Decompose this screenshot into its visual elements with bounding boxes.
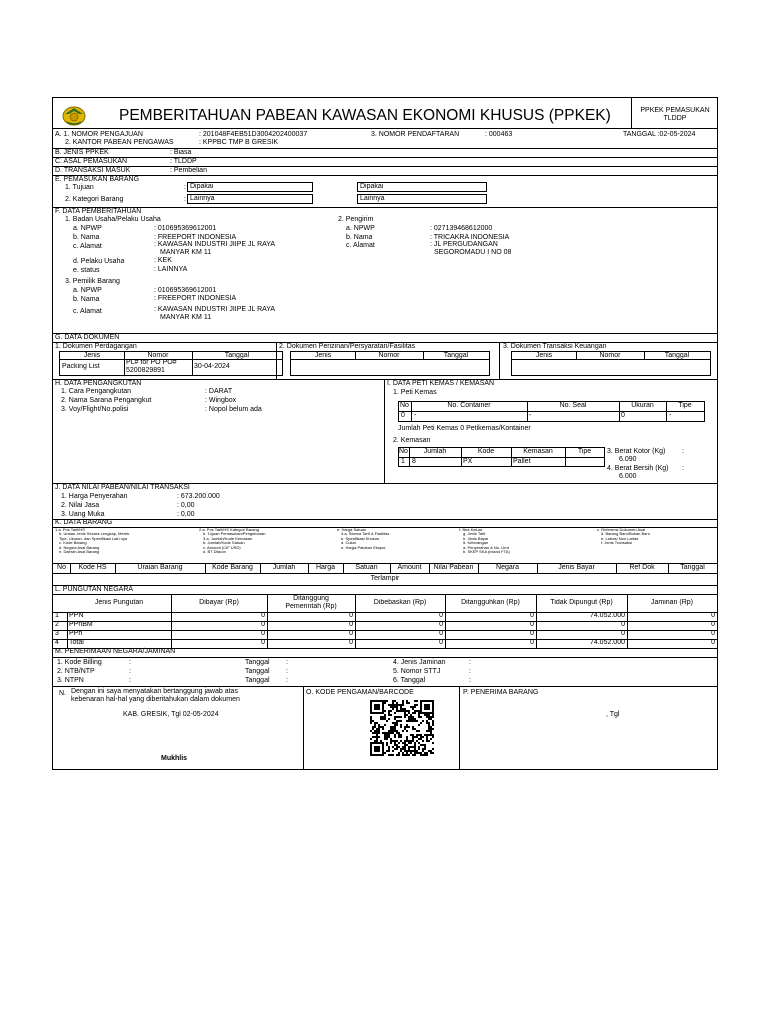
kategori-barang-label: 2. Kategori Barang: [65, 196, 124, 203]
cara-pengangkutan-label: 1. Cara Pengangkutan: [61, 388, 132, 395]
col-ukuran: Ukuran: [631, 402, 654, 409]
kantor-pabean-label: 2. KANTOR PABEAN PENGAWAS: [65, 139, 174, 146]
legend-item: f. Jenis Transaksi: [601, 540, 632, 546]
terlampir-text: Terlampir: [370, 575, 400, 582]
k-col-jumlah: Jumlah: [423, 448, 447, 455]
col-nomor-2: Nomor: [378, 352, 400, 359]
legend-col-2: [199, 528, 266, 554]
pemilik-barang-label: 3. Pemilik Barang: [65, 278, 120, 285]
legend-item: c. Referensi Dokumen Asal: [597, 527, 646, 532]
data-barang-col: Jumlah: [272, 564, 296, 571]
col-seal: No. Seal: [559, 402, 587, 409]
alamat-label: c. Alamat: [73, 243, 102, 250]
nomor-pengajuan-label: A. 1. NOMOR PENGAJUAN: [55, 131, 143, 138]
col-jenis-2: Jenis: [314, 352, 332, 359]
penerimaan-negara-label: M. PENERIMAAN NEGARA/JAMINAN: [55, 648, 176, 655]
dok-nomor-2: 5200829891: [126, 367, 165, 374]
tanggal-6-label: 6. Tanggal: [393, 677, 426, 684]
data-barang-col: Kode HS: [78, 564, 107, 571]
nomor-sttj-colon: :: [469, 668, 471, 675]
voy-value: : Nopol belum ada: [205, 406, 262, 413]
pemilik-alamat-label: c. Alamat: [73, 308, 102, 315]
ppkek-document: PEMBERITAHUAN PABEAN KAWASAN EKONOMI KHUSUS (PPKEK) PPKEK PEMASUKAN TLDDP A. 1. NOMOR PENGAJUAN : 201048F4EB51D3004202400037 2. KANTOR PABEAN PENGAWAS : KPPBC TMP B GRESIK 3. NOMOR PENDAFTARAN : 000463 TANGGAL :02-05-2024 B. JENIS PPKEK : Biasa C. ASAL PEMASUKAN : TLDDP D. TRANSAKSI MASUK : Pembelian E. PEMASUKAN BARANG 1. Tujuan : Dipakai Dipakai 2. Kategori Barang : Lainnya Lainnya F. DATA PEMBERITAHUAN 1. Badan Usaha/Pelaku Usaha a. NPWP : 010695369612001 b. Nama : FREEPORT INDONESIA c. Alamat : KAWASAN INDUSTRI JIIPE JL RAYA MANYAR KM 11 d. Pelaku Usaha : KEK e. status : LAINNYA 2. Pengirim a. NPWP : 027139468612000 b. Nama : TRICAKRA INDONESIA c. Alamat : JL PERGUDANGAN SEGOROMADU I NO 08 3. Pemilik Barang a. NPWP : 010695369612001 b. Nama : FREEPORT INDONESIA c. Alamat : KAWASAN INDUSTRI JIIPE JL RAYA MANYAR KM 11 G. DATA DOKUMEN 1. Dokumen Perdagangan 2. Dokumen Perizinan/Persyaratan/Fasilitas 3. Dokumen Transaksi Keuangan Jenis Nomor Tanggal Packing List PL# for PO PO# 5200829891 30-04-2024 Jenis Nomor Tanggal Jenis Nomor Tanggal H. DATA PENGANGKUTAN 1. Cara Pengangkutan : DARAT 2. Nama Sarana Pengangkut : Wingbox 3. Voy/Flight/No.polisi : Nopol belum ada I. DATA PETI KEMAS / KEMASAN 1. Peti Kemas No No. Container No. Seal Ukuran Tipe 0 - - 0 - Jumlah Peti Kemas 0 Petikemas/Kontainer 2. Kemasan No Jumlah Kode Kemasan Tipe 1 8 PX Pallet 3. Berat Kotor (Kg) : 6.090 4. Berat Bersih (Kg) : 6.000 J. DATA NILAI PABEAN/NILAI TRANSAKSI 1. Harga Penyerahan : 673.200.000 2. Nilai Jasa : 0,00 3. Uang Muka : 0,00 K. DATA BARANG 1.a. Pos Tarif/HS b. Uraian Jenis Secara Lengkap, Merek Tipe, Ukuran, dan Spesifikasi Lain nya c. Kode Barang d. Negara Asal Barang e. Daerah Asal Barang 2.a. Pos Tarif/HS Kategori Barang b. Tujuan Pemasukan/Pengeluaran 3.a. Jumlah/Kode Kemasan b. Jumlah/Kode Satuan c. Amount (CIF USD) d. BT Diskon e. Harga Satuan 4.a. Skema Tarif & Fasilitas b. Spesifikasi Khusus d. Cukai e. Harga Patokan Ekspor f. Bea Keluar g. Jenis Tarif h. Jenis Bayar 5. Keterangan a. Penyerahan & No. Urut b. SKEP SKA (inland FTA) c. Referensi Dokumen Asal d. Barang Baru/Bukan Baru e. Lartas/ Non Lartas f. Jenis Transaksi No Kode HS Uraian Barang Kode Barang Jumlah Harga Satuan Amount Nilai Pabean Negara Jenis Bayar Ref Dok Tanggal Terlampir L. PUNGUTAN NEGARA Jenis Pungutan Dibayar (Rp) Ditanggung Pemerintah (Rp) Dibebaskan (Rp) Ditangguhkan (Rp) Tidak Dipungut (Rp) Jaminan (Rp) 1 PPN 0 0 0 0 74.052.000 0 2 PPnBM 0 0 0 0 0 0 3 PPh 0 0 0 0 0 0 4 Total 0 0 0 0 74.052.000 0 M. PENERIMAAN NEGARA/JAMINAN 1. Kode Billing : Tanggal : 2. NTB/NTP : Tanggal : 3. NTPN : Tanggal : 4. Jenis Jaminan : 5. Nomor STTJ : 6. Tanggal : N. Dengan ini saya menyatakan bertanggung jawab atas kebenaran hal-hal yang diberitahukan dalam dokumen KAB. GRESIK, Tgl 02-05-2024 Mukhlis O. KODE PENGAMAN/BARCODE P. PENERIMA BARANG , Tgl: [52, 97, 718, 770]
peti-kemas-table: [398, 401, 705, 422]
pungutan-negara-label: L. PUNGUTAN NEGARA: [55, 586, 134, 593]
pungutan-ditangguhkan: 0: [530, 612, 534, 619]
nama-label: b. Nama: [73, 234, 100, 241]
legend-item: 5. Keterangan: [463, 540, 489, 546]
signer-name: Mukhlis: [161, 755, 188, 762]
peti-ukuran: 0: [621, 412, 625, 419]
transaksi-masuk-label: D. TRANSAKSI MASUK: [55, 167, 131, 174]
legend-item: e. Harga Satuan: [337, 527, 367, 532]
data-pemberitahuan-label: F. DATA PEMBERITAHUAN: [55, 208, 142, 215]
pungutan-dibebaskan: 0: [439, 639, 443, 646]
pungutan-tidak: 0: [621, 630, 625, 637]
legend-col-1: [55, 528, 129, 554]
alamat-value-1: : KAWASAN INDUSTRI JIIPE JL RAYA: [154, 241, 276, 248]
pemilik-alamat-1: : KAWASAN INDUSTRI JIIPE JL RAYA: [154, 306, 276, 313]
legend-item: b. Uraian Jenis Secara Lengkap, Merek: [59, 531, 130, 537]
harga-penyerahan-value: : 673.200.000: [177, 493, 220, 500]
kantor-pabean-value: : KPPBC TMP B GRESIK: [199, 139, 279, 146]
pungutan-jaminan: 0: [711, 621, 715, 628]
peti-no: 0: [401, 412, 405, 419]
berat-bersih-label: 4. Berat Bersih (Kg): [607, 465, 669, 472]
pungutan-jenis: PPnBM: [69, 621, 93, 628]
k-col-kemasan: Kemasan: [523, 448, 553, 455]
place-date: KAB. GRESIK, Tgl 02-05-2024: [123, 711, 219, 718]
data-barang-header-row: [53, 564, 717, 573]
asal-pemasukan-value: : TLDDP: [170, 158, 197, 165]
pengirim-nama-value: : TRICAKRA INDONESIA: [430, 234, 510, 241]
pungutan-dibayar: 0: [261, 621, 265, 628]
nilai-jasa-value: : 0,00: [177, 502, 195, 509]
legend-item: Tipe, Ukuran, dan Spesifikasi Lain nya: [59, 535, 128, 541]
uang-muka-label: 3. Uang Muka: [61, 511, 105, 518]
pengirim-nama-label: b. Nama: [346, 234, 373, 241]
kemasan-table: [398, 447, 605, 467]
nomor-pendaftaran-label: 3. NOMOR PENDAFTARAN: [371, 131, 460, 138]
legend-item: 1.a. Pos Tarif/HS: [55, 527, 85, 532]
data-barang-label: K. DATA BARANG: [55, 519, 113, 526]
k-col-no: No: [399, 448, 408, 455]
legend-col-3: [337, 528, 389, 550]
legend-item: c. Kode Barang: [59, 540, 87, 546]
pengirim-npwp-value: : 027139468612000: [430, 225, 493, 232]
pungutan-ditanggung: 0: [349, 639, 353, 646]
sarana-label: 2. Nama Sarana Pengangkut: [61, 397, 152, 404]
sarana-value: : Wingbox: [205, 397, 237, 404]
legend-item: b. Jumlah/Kode Satuan: [203, 540, 245, 546]
pungutan-tidak: 0: [621, 621, 625, 628]
col-nomor-3: Nomor: [599, 352, 621, 359]
pungutan-dibayar: 0: [261, 630, 265, 637]
pengirim-label: 2. Pengirim: [338, 216, 374, 223]
pungutan-dibayar: 0: [261, 612, 265, 619]
ppkek-type-label: PPKEK PEMASUKAN: [640, 107, 710, 114]
data-barang-col: Negara: [496, 564, 519, 571]
ntb-colon: :: [129, 668, 131, 675]
pengirim-npwp-label: a. NPWP: [346, 225, 375, 232]
legend-item: g. Jenis Tarif: [463, 531, 486, 537]
pemilik-npwp-label: a. NPWP: [73, 287, 102, 294]
kode-pengaman-label: O. KODE PENGAMAN/BARCODE: [306, 689, 414, 696]
peti-container: -: [414, 412, 417, 419]
ntb-tanggal-label: Tanggal: [245, 668, 270, 675]
document-title: PEMBERITAHUAN PABEAN KAWASAN EKONOMI KHUSUS (PPKEK): [119, 107, 611, 124]
col-ditanggung-2: Pemerintah (Rp): [285, 603, 337, 610]
jumlah-peti-kemas: Jumlah Peti Kemas 0 Petikemas/Kontainer: [398, 425, 531, 432]
col-tanggal: Tanggal: [224, 352, 250, 359]
col-dibayar: Dibayar (Rp): [199, 599, 239, 606]
col-tidak-dipungut: Tidak Dipungut (Rp): [550, 599, 613, 606]
legend-item: 3.a. Jumlah/Kode Kemasan: [203, 535, 253, 541]
tanggal-pendaftaran: TANGGAL :02-05-2024: [623, 131, 696, 138]
kemasan-no: 1: [401, 458, 405, 465]
col-jaminan: Jaminan (Rp): [650, 599, 693, 606]
pungutan-ditanggung: 0: [349, 612, 353, 619]
legend-item: d. Cukai: [341, 540, 356, 546]
data-dokumen-label: G. DATA DOKUMEN: [55, 334, 120, 341]
legend-item: b. Tujuan Pemasukan/Pengeluaran: [203, 531, 266, 537]
penerima-barang-label: P. PENERIMA BARANG: [463, 689, 539, 696]
col-tipe: Tipe: [678, 402, 692, 409]
dok-nomor-1: PL# for PO PO#: [126, 359, 177, 366]
dokumen-perizinan-label: 2. Dokumen Perizinan/Persyaratan/Fasilitas: [279, 343, 416, 350]
data-nilai-pabean-label: J. DATA NILAI PABEAN/NILAI TRANSAKSI: [55, 484, 190, 491]
ntpn-label: 3. NTPN: [57, 677, 84, 684]
pungutan-table: [53, 594, 717, 648]
legend-item: c. Amount (CIF USD): [203, 544, 241, 550]
legend-item: e. Harga Patokan Ekspor: [341, 544, 386, 550]
kode-billing-colon: :: [129, 659, 131, 666]
ntb-tanggal-colon: :: [286, 668, 288, 675]
col-dibebaskan: Dibebaskan (Rp): [373, 599, 427, 606]
col-no: No: [400, 402, 409, 409]
npwp-label: a. NPWP: [73, 225, 102, 232]
data-barang-col: Nilai Pabean: [433, 564, 474, 571]
statement-line-2: kebenaran hal-hal yang diberitahukan dalam dokumen: [71, 696, 240, 703]
data-barang-col: Jenis Bayar: [558, 564, 595, 571]
pungutan-ditanggung: 0: [349, 630, 353, 637]
pungutan-tidak: 74.052.000: [589, 612, 625, 619]
status-value: : LAINNYA: [154, 266, 188, 273]
pemasukan-barang-label: E. PEMASUKAN BARANG: [55, 176, 140, 183]
kemasan-kode: PX: [463, 458, 473, 465]
kemasan-jenis: Pallet: [513, 458, 531, 465]
legend-item: h. Jenis Bayar: [463, 535, 489, 541]
ntpn-tanggal-label: Tanggal: [245, 677, 270, 684]
pungutan-ditangguhkan: 0: [530, 639, 534, 646]
pungutan-jaminan: 0: [711, 630, 715, 637]
pungutan-jenis: PPN: [69, 612, 84, 619]
data-barang-col: Amount: [397, 564, 422, 571]
legend-item: 4.a. Skema Tarif & Fasilitas: [341, 531, 390, 537]
penerima-tgl: , Tgl: [606, 711, 620, 718]
data-barang-col: Tanggal: [680, 564, 705, 571]
pengirim-alamat-1: : JL PERGUDANGAN: [430, 241, 498, 248]
col-jenis: Jenis: [83, 352, 101, 359]
pemilik-npwp-value: : 010695369612001: [154, 287, 217, 294]
legend-item: e. Lartas/ Non Lartas: [601, 535, 639, 541]
berat-bersih-value: 6.000: [619, 473, 637, 480]
pungutan-ditangguhkan: 0: [530, 621, 534, 628]
ntb-label: 2. NTB/NTP: [57, 668, 95, 675]
data-barang-col: No: [57, 564, 66, 571]
dokumen-transaksi-table: [511, 351, 711, 376]
ntpn-tanggal-colon: :: [286, 677, 288, 684]
pengirim-alamat-2: SEGOROMADU I NO 08: [434, 249, 512, 256]
data-barang-col: Uraian Barang: [137, 564, 183, 571]
jenis-jaminan-colon: :: [469, 659, 471, 666]
data-barang-col: Harga: [315, 564, 336, 571]
k-col-kode: Kode: [477, 448, 495, 455]
kode-billing-label: 1. Kode Billing: [57, 659, 102, 666]
pungutan-no: 4: [55, 639, 59, 646]
kode-billing-tanggal-label: Tanggal: [245, 659, 270, 666]
nomor-pendaftaran-value: : 000463: [485, 131, 513, 138]
col-tanggal-2: Tanggal: [443, 352, 469, 359]
berat-kotor-value: 6.090: [619, 456, 637, 463]
dokumen-perdagangan-label: 1. Dokumen Perdagangan: [55, 343, 137, 350]
nomor-pengajuan-value: : 201048F4EB51D3004202400037: [199, 131, 308, 138]
pungutan-ditanggung: 0: [349, 621, 353, 628]
pungutan-no: 3: [55, 630, 59, 637]
peti-seal: -: [529, 412, 532, 419]
tujuan-box-2: Dipakai: [357, 182, 487, 192]
pengirim-alamat-label: c. Alamat: [346, 242, 375, 249]
customs-logo: [61, 104, 87, 128]
legend-item: d. BT Diskon: [203, 549, 226, 555]
asal-pemasukan-label: C. ASAL PEMASUKAN: [55, 158, 128, 165]
berat-kotor-label: 3. Berat Kotor (Kg): [607, 448, 666, 455]
pungutan-dibebaskan: 0: [439, 621, 443, 628]
berat-kotor-colon: :: [682, 448, 684, 455]
pungutan-ditangguhkan: 0: [530, 630, 534, 637]
legend-item: f. Bea Keluar: [459, 527, 483, 532]
pungutan-no: 1: [55, 612, 59, 619]
kemasan-jumlah: 8: [412, 458, 416, 465]
section-n-label: N.: [59, 690, 66, 697]
ntpn-colon: :: [129, 677, 131, 684]
dok-tanggal: 30-04-2024: [194, 363, 230, 370]
qr-code: [370, 700, 434, 756]
col-container: No. Container: [447, 402, 491, 409]
pungutan-dibebaskan: 0: [439, 612, 443, 619]
pungutan-dibayar: 0: [261, 639, 265, 646]
nama-value: : FREEPORT INDONESIA: [154, 234, 237, 241]
dokumen-transaksi-label: 3. Dokumen Transaksi Keuangan: [503, 343, 607, 350]
npwp-value: : 010695369612001: [154, 225, 217, 232]
kategori-box-2: Lainnya: [357, 194, 487, 204]
jenis-jaminan-label: 4. Jenis Jaminan: [393, 659, 446, 666]
legend-item: b. Spesifikasi Khusus: [341, 535, 380, 541]
nilai-jasa-label: 2. Nilai Jasa: [61, 502, 100, 509]
nomor-sttj-label: 5. Nomor STTJ: [393, 668, 441, 675]
statement-line-1: Dengan ini saya menyatakan bertanggung jawab atas: [71, 688, 238, 695]
pungutan-jenis: Total: [69, 639, 84, 646]
cara-pengangkutan-value: : DARAT: [205, 388, 233, 395]
peti-kemas-section-label: I. DATA PETI KEMAS / KEMASAN: [387, 380, 495, 387]
legend-col-5: [597, 528, 650, 546]
peti-kemas-label: 1. Peti Kemas: [393, 389, 437, 396]
harga-penyerahan-label: 1. Harga Penyerahan: [61, 493, 128, 500]
data-barang-col: Ref Dok: [629, 564, 655, 571]
voy-label: 3. Voy/Flight/No.polisi: [61, 406, 129, 413]
col-nomor: Nomor: [147, 352, 169, 359]
pungutan-jaminan: 0: [711, 639, 715, 646]
jenis-ppkek-value: : Biasa: [170, 149, 192, 156]
col-jenis-3: Jenis: [535, 352, 553, 359]
pemilik-nama-label: b. Nama: [73, 296, 100, 303]
legend-item: d. Barang Baru/Bukan Baru: [601, 531, 650, 537]
legend-col-4: [459, 528, 510, 554]
legend-item: b. SKEP SKA (inland FTA): [463, 549, 510, 555]
ppkek-origin-label: TLDDP: [663, 115, 687, 122]
dokumen-perdagangan-table: [59, 351, 283, 376]
pungutan-jenis: PPh: [69, 630, 83, 637]
uang-muka-value: : 0,00: [177, 511, 195, 518]
pemilik-nama-value: : FREEPORT INDONESIA: [154, 295, 237, 302]
status-label: e. status: [73, 267, 100, 274]
col-tanggal-3: Tanggal: [664, 352, 690, 359]
jenis-ppkek-label: B. JENIS PPKEK: [55, 149, 109, 156]
pungutan-no: 2: [55, 621, 59, 628]
badan-usaha-label: 1. Badan Usaha/Pelaku Usaha: [65, 216, 161, 223]
col-jenis-pungutan: Jenis Pungutan: [94, 599, 144, 606]
pelaku-usaha-value: : KEK: [154, 257, 172, 264]
kode-billing-tanggal-colon: :: [286, 659, 288, 666]
kemasan-label: 2. Kemasan: [393, 437, 431, 444]
pelaku-usaha-label: d. Pelaku Usaha: [73, 258, 125, 265]
legend-item: d. Negara Asal Barang: [59, 544, 100, 550]
data-barang-col: Satuan: [355, 564, 378, 571]
data-barang-col: Kode Barang: [212, 564, 253, 571]
tanggal-6-colon: :: [469, 677, 471, 684]
dokumen-perizinan-table: [290, 351, 490, 376]
dok-jenis: Packing List: [62, 363, 100, 370]
berat-bersih-colon: :: [682, 465, 684, 472]
legend-item: 2.a. Pos Tarif/HS Kategori Barang: [199, 527, 259, 532]
tujuan-box: Dipakai: [187, 182, 313, 192]
pungutan-jaminan: 0: [711, 612, 715, 619]
data-pengangkutan-label: H. DATA PENGANGKUTAN: [55, 380, 142, 387]
peti-tipe: -: [669, 412, 672, 419]
col-ditanggung-1: Ditanggung: [293, 595, 329, 602]
pemilik-alamat-2: MANYAR KM 11: [160, 314, 212, 321]
col-ditangguhkan: Ditangguhkan (Rp): [461, 599, 520, 606]
tujuan-label: 1. Tujuan: [65, 184, 94, 191]
k-col-tipe: Tipe: [577, 448, 592, 455]
kategori-box: Lainnya: [187, 194, 313, 204]
pungutan-dibebaskan: 0: [439, 630, 443, 637]
alamat-value-2: MANYAR KM 11: [160, 249, 212, 256]
pungutan-tidak: 74.052.000: [589, 639, 625, 646]
transaksi-masuk-value: : Pembelian: [170, 167, 207, 174]
legend-item: a. Penyerahan & No. Urut: [463, 544, 509, 550]
legend-item: e. Daerah Asal Barang: [59, 549, 100, 555]
